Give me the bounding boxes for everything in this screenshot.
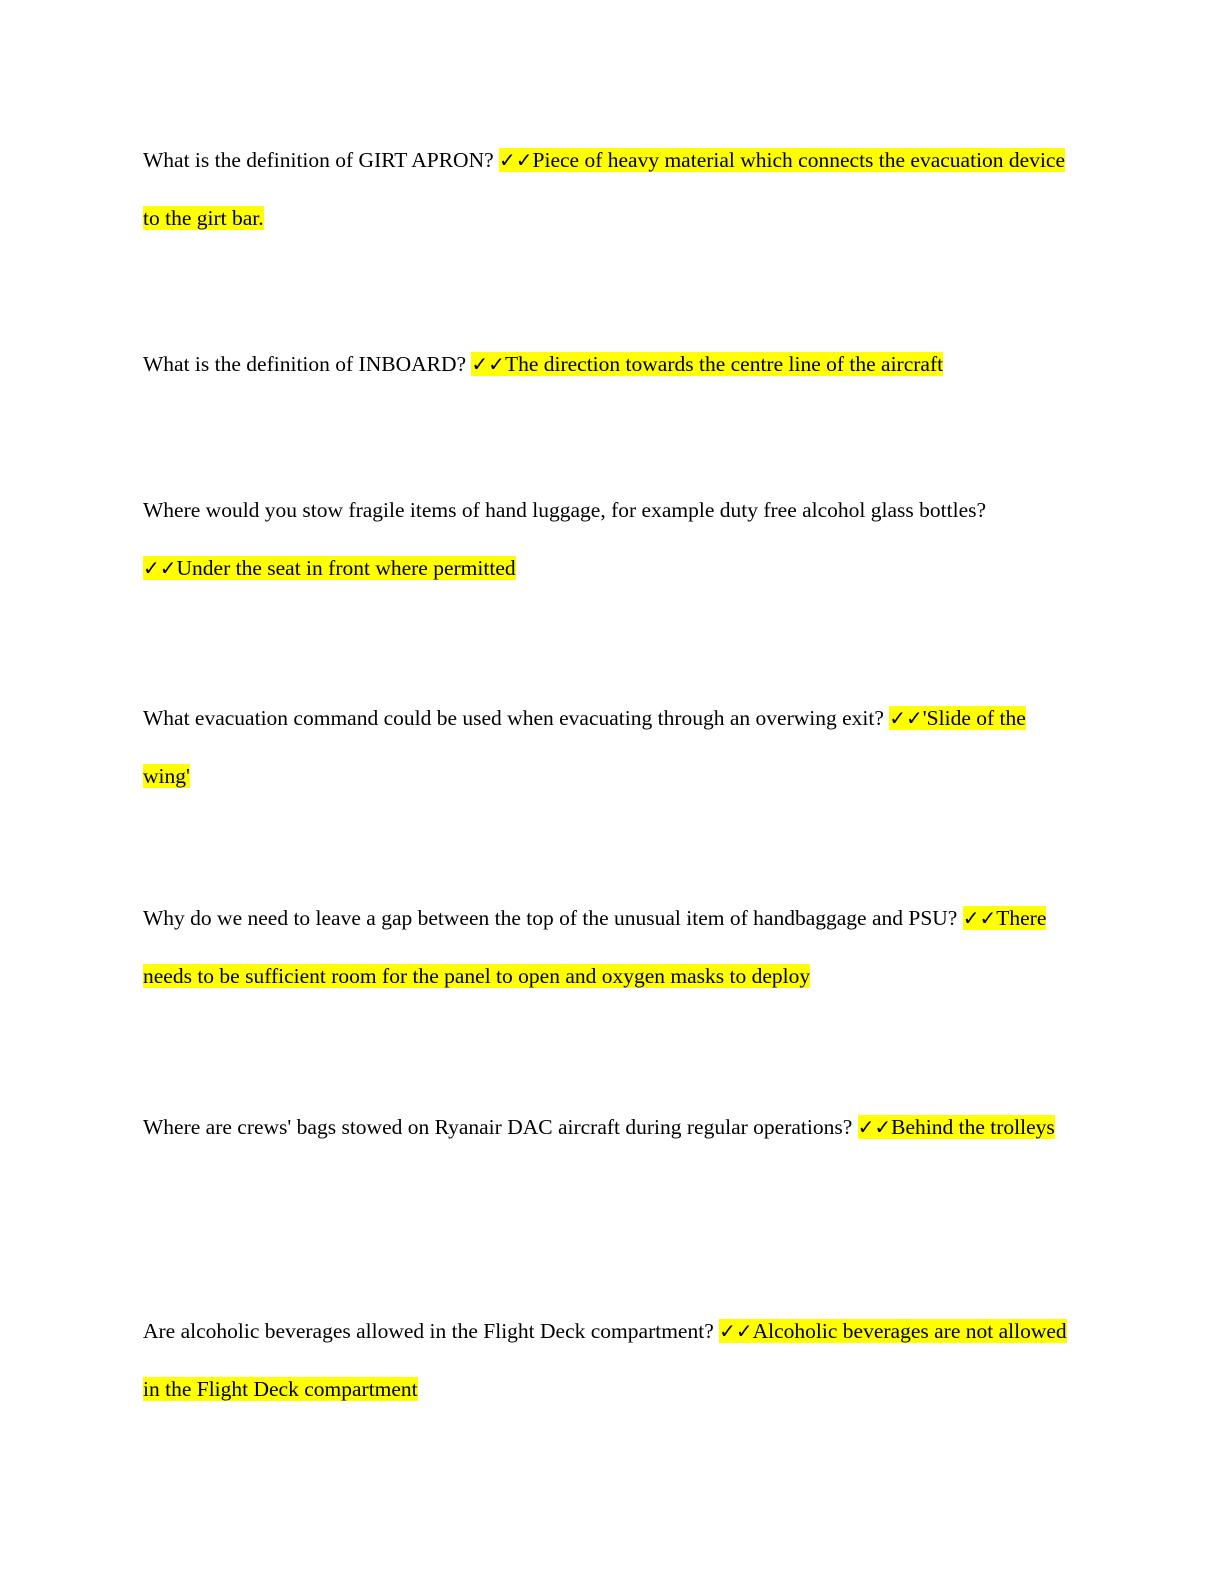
qa-item: [143, 889, 1078, 1005]
check-mark-icon: ✓✓: [857, 1115, 892, 1139]
answer-text: The direction towards the centre line of the aircraft: [504, 352, 944, 376]
check-mark-icon: ✓✓: [499, 148, 533, 172]
question-text: Where are crews' bags stowed on Ryanair DAC aircraft during regular operations?: [143, 1115, 853, 1139]
question-text: What is the definition of GIRT APRON?: [143, 148, 494, 172]
question-text: Are alcoholic beverages allowed in the Flight Deck compartment?: [143, 1319, 714, 1343]
answer-highlight: [143, 556, 516, 580]
qa-item: [143, 335, 1078, 393]
answer-text: There needs to be sufficient room for the panel to open and oxygen masks to deploy: [143, 906, 1047, 988]
answer-text: 'Slide of the wing': [143, 706, 1026, 788]
qa-item: [143, 1098, 1078, 1156]
question-text: Where would you stow fragile items of hand luggage, for example duty free alcohol glass bottles?: [143, 498, 987, 522]
qa-item: [143, 481, 1078, 597]
answer-text: Piece of heavy material which connects the evacuation device to the girt bar.: [143, 148, 1066, 230]
qa-item: [143, 1302, 1078, 1418]
question-text: Why do we need to leave a gap between the top of the unusual item of handbaggage and PSU?: [143, 906, 958, 930]
qa-item: [143, 689, 1078, 805]
answer-text: Alcoholic beverages are not allowed in the Flight Deck compartment: [143, 1319, 1067, 1401]
answer-highlight: [471, 352, 943, 376]
question-text: What evacuation command could be used when evacuating through an overwing exit?: [143, 706, 884, 730]
check-mark-icon: ✓✓: [471, 352, 505, 376]
answer-text: Under the seat in front where permitted: [176, 556, 516, 580]
check-mark-icon: ✓✓: [143, 556, 177, 580]
check-mark-icon: ✓✓: [962, 906, 997, 930]
check-mark-icon: ✓✓: [889, 706, 923, 730]
question-text: What is the definition of INBOARD?: [143, 352, 467, 376]
answer-text: Behind the trolleys: [891, 1115, 1055, 1139]
qa-item: [143, 131, 1078, 247]
check-mark-icon: ✓✓: [719, 1319, 753, 1343]
answer-highlight: [858, 1115, 1055, 1139]
